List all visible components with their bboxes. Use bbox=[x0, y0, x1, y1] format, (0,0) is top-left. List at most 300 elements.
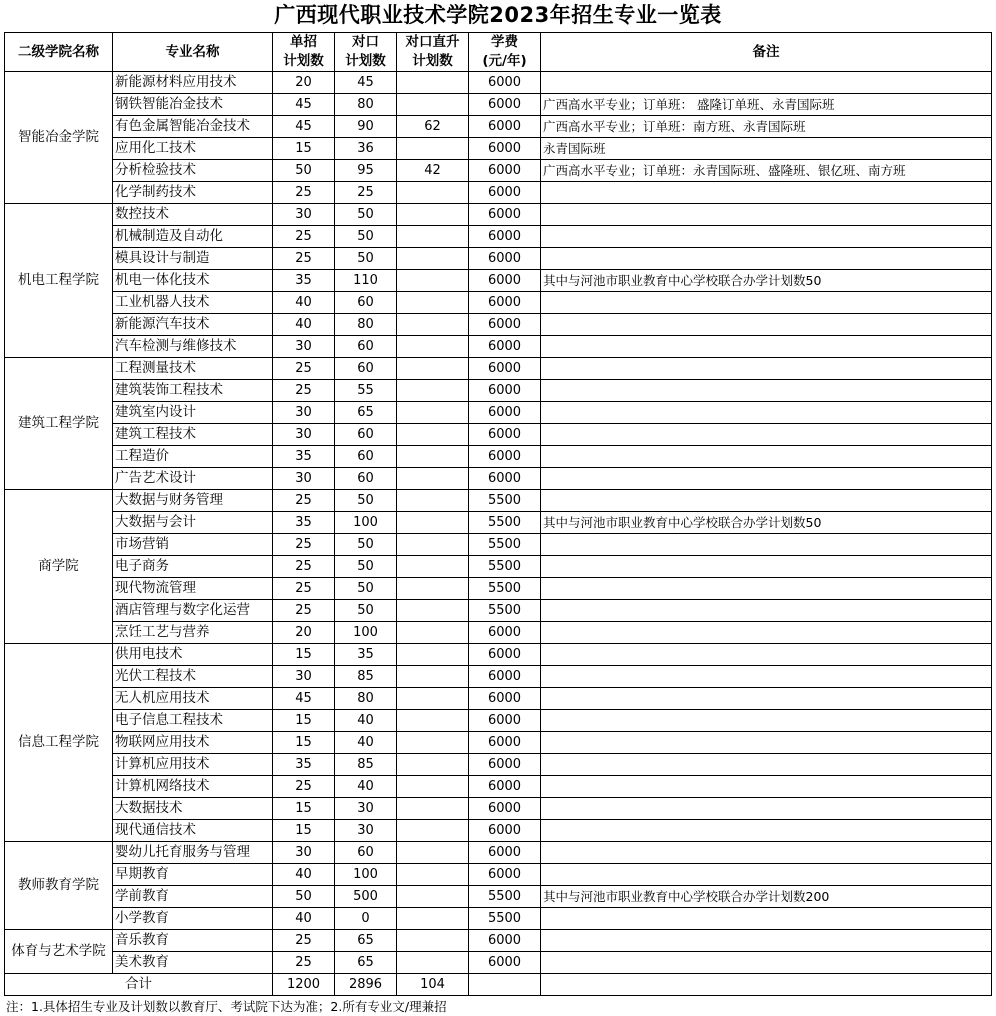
table-row bbox=[5, 182, 992, 204]
column-header-danzhao-line1: 单招 bbox=[290, 34, 317, 51]
tuition-fee-cell: 6000 bbox=[469, 446, 541, 468]
table-footnote: 注：1.具体招生专业及计划数以教育厅、考试院下达为准；2.所有专业文/理兼招 bbox=[6, 999, 447, 1015]
column-header-duikou-line1: 对口 bbox=[352, 34, 379, 51]
duikou-plan-cell: 100 bbox=[335, 512, 397, 534]
tuition-fee-cell: 6000 bbox=[469, 226, 541, 248]
remark-cell bbox=[541, 908, 992, 930]
duikou-plan-cell: 110 bbox=[335, 270, 397, 292]
table-row bbox=[5, 314, 992, 336]
remark-cell bbox=[541, 776, 992, 798]
duikou-zhisheng-plan-cell: 62 bbox=[397, 116, 469, 138]
tuition-fee-cell: 6000 bbox=[469, 952, 541, 974]
tuition-fee-cell: 6000 bbox=[469, 402, 541, 424]
danzhao-plan-cell: 45 bbox=[273, 688, 335, 710]
tuition-fee-cell: 6000 bbox=[469, 292, 541, 314]
column-header-fee-line2: (元/年) bbox=[482, 53, 527, 70]
duikou-plan-cell: 30 bbox=[335, 798, 397, 820]
remark-cell bbox=[541, 292, 992, 314]
major-name-cell: 光伏工程技术 bbox=[113, 666, 273, 688]
column-header-duikou-line2: 计划数 bbox=[345, 53, 386, 70]
tuition-fee-cell: 6000 bbox=[469, 380, 541, 402]
column-header-duikou-zhisheng-line2: 计划数 bbox=[412, 53, 453, 70]
table-row bbox=[5, 776, 992, 798]
table-row bbox=[5, 72, 992, 94]
danzhao-plan-cell: 40 bbox=[273, 864, 335, 886]
table-row bbox=[5, 710, 992, 732]
danzhao-plan-cell: 30 bbox=[273, 424, 335, 446]
tuition-fee-cell: 5500 bbox=[469, 490, 541, 512]
duikou-plan-cell: 85 bbox=[335, 666, 397, 688]
tuition-fee-cell: 6000 bbox=[469, 842, 541, 864]
table-row bbox=[5, 798, 992, 820]
major-name-cell: 分析检验技术 bbox=[113, 160, 273, 182]
duikou-plan-cell: 100 bbox=[335, 622, 397, 644]
duikou-zhisheng-plan-cell bbox=[397, 644, 469, 666]
duikou-zhisheng-plan-cell bbox=[397, 666, 469, 688]
table-row bbox=[5, 94, 992, 116]
danzhao-plan-cell: 15 bbox=[273, 820, 335, 842]
table-row bbox=[5, 336, 992, 358]
tuition-fee-cell: 6000 bbox=[469, 138, 541, 160]
duikou-zhisheng-plan-cell bbox=[397, 72, 469, 94]
table-row bbox=[5, 864, 992, 886]
tuition-fee-cell: 5500 bbox=[469, 886, 541, 908]
remark-cell bbox=[541, 754, 992, 776]
duikou-plan-cell: 60 bbox=[335, 292, 397, 314]
major-name-cell: 小学教育 bbox=[113, 908, 273, 930]
table-row bbox=[5, 380, 992, 402]
duikou-plan-cell: 0 bbox=[335, 908, 397, 930]
remark-cell bbox=[541, 534, 992, 556]
remark-cell bbox=[541, 248, 992, 270]
remark-cell: 永青国际班 bbox=[541, 138, 992, 160]
danzhao-plan-cell: 25 bbox=[273, 952, 335, 974]
duikou-plan-cell: 60 bbox=[335, 358, 397, 380]
table-row bbox=[5, 468, 992, 490]
duikou-zhisheng-plan-cell bbox=[397, 204, 469, 226]
tuition-fee-cell: 6000 bbox=[469, 94, 541, 116]
duikou-zhisheng-plan-cell bbox=[397, 732, 469, 754]
table-row bbox=[5, 754, 992, 776]
duikou-zhisheng-plan-cell bbox=[397, 754, 469, 776]
duikou-plan-cell: 65 bbox=[335, 402, 397, 424]
major-name-cell: 机电一体化技术 bbox=[113, 270, 273, 292]
table-row bbox=[5, 204, 992, 226]
remark-cell bbox=[541, 952, 992, 974]
table-row bbox=[5, 226, 992, 248]
tuition-fee-cell: 6000 bbox=[469, 160, 541, 182]
remark-cell bbox=[541, 842, 992, 864]
remark-cell bbox=[541, 864, 992, 886]
table-row bbox=[5, 886, 992, 908]
total-danzhao-cell: 1200 bbox=[273, 974, 335, 996]
major-name-cell: 化学制药技术 bbox=[113, 182, 273, 204]
duikou-plan-cell: 36 bbox=[335, 138, 397, 160]
remark-cell bbox=[541, 226, 992, 248]
duikou-zhisheng-plan-cell bbox=[397, 512, 469, 534]
danzhao-plan-cell: 30 bbox=[273, 666, 335, 688]
duikou-zhisheng-plan-cell bbox=[397, 908, 469, 930]
total-fee-cell bbox=[469, 974, 541, 996]
major-name-cell: 计算机应用技术 bbox=[113, 754, 273, 776]
column-header-major: 专业名称 bbox=[113, 33, 273, 72]
tuition-fee-cell: 6000 bbox=[469, 270, 541, 292]
duikou-plan-cell: 60 bbox=[335, 468, 397, 490]
tuition-fee-cell: 5500 bbox=[469, 512, 541, 534]
danzhao-plan-cell: 25 bbox=[273, 248, 335, 270]
danzhao-plan-cell: 15 bbox=[273, 732, 335, 754]
duikou-zhisheng-plan-cell bbox=[397, 600, 469, 622]
remark-cell: 广西高水平专业；订单班： 盛隆订单班、永青国际班 bbox=[541, 94, 992, 116]
major-name-cell: 广告艺术设计 bbox=[113, 468, 273, 490]
danzhao-plan-cell: 15 bbox=[273, 644, 335, 666]
table-row bbox=[5, 666, 992, 688]
table-row bbox=[5, 842, 992, 864]
danzhao-plan-cell: 15 bbox=[273, 138, 335, 160]
tuition-fee-cell: 5500 bbox=[469, 534, 541, 556]
duikou-zhisheng-plan-cell bbox=[397, 490, 469, 512]
major-name-cell: 机械制造及自动化 bbox=[113, 226, 273, 248]
duikou-zhisheng-plan-cell bbox=[397, 622, 469, 644]
duikou-zhisheng-plan-cell bbox=[397, 138, 469, 160]
remark-cell bbox=[541, 358, 992, 380]
remark-cell bbox=[541, 622, 992, 644]
major-name-cell: 无人机应用技术 bbox=[113, 688, 273, 710]
danzhao-plan-cell: 30 bbox=[273, 402, 335, 424]
tuition-fee-cell: 6000 bbox=[469, 182, 541, 204]
table-row bbox=[5, 160, 992, 182]
college-name-cell: 教师教育学院 bbox=[5, 842, 113, 930]
duikou-plan-cell: 85 bbox=[335, 754, 397, 776]
duikou-zhisheng-plan-cell bbox=[397, 886, 469, 908]
major-name-cell: 现代物流管理 bbox=[113, 578, 273, 600]
table-row bbox=[5, 930, 992, 952]
tuition-fee-cell: 6000 bbox=[469, 864, 541, 886]
remark-cell bbox=[541, 380, 992, 402]
duikou-plan-cell: 50 bbox=[335, 534, 397, 556]
danzhao-plan-cell: 25 bbox=[273, 578, 335, 600]
major-name-cell: 计算机网络技术 bbox=[113, 776, 273, 798]
duikou-plan-cell: 100 bbox=[335, 864, 397, 886]
duikou-zhisheng-plan-cell bbox=[397, 952, 469, 974]
duikou-zhisheng-plan-cell bbox=[397, 864, 469, 886]
major-name-cell: 建筑室内设计 bbox=[113, 402, 273, 424]
duikou-zhisheng-plan-cell bbox=[397, 688, 469, 710]
remark-cell bbox=[541, 182, 992, 204]
remark-cell bbox=[541, 424, 992, 446]
danzhao-plan-cell: 25 bbox=[273, 490, 335, 512]
major-name-cell: 学前教育 bbox=[113, 886, 273, 908]
major-name-cell: 供用电技术 bbox=[113, 644, 273, 666]
college-name-cell: 机电工程学院 bbox=[5, 204, 113, 358]
danzhao-plan-cell: 15 bbox=[273, 798, 335, 820]
remark-cell bbox=[541, 578, 992, 600]
major-name-cell: 钢铁智能冶金技术 bbox=[113, 94, 273, 116]
tuition-fee-cell: 6000 bbox=[469, 314, 541, 336]
remark-cell bbox=[541, 600, 992, 622]
tuition-fee-cell: 6000 bbox=[469, 468, 541, 490]
total-duikou-cell: 2896 bbox=[335, 974, 397, 996]
remark-cell bbox=[541, 930, 992, 952]
major-name-cell: 早期教育 bbox=[113, 864, 273, 886]
duikou-plan-cell: 30 bbox=[335, 820, 397, 842]
danzhao-plan-cell: 15 bbox=[273, 710, 335, 732]
college-name-cell: 信息工程学院 bbox=[5, 644, 113, 842]
remark-cell bbox=[541, 402, 992, 424]
major-name-cell: 婴幼儿托育服务与管理 bbox=[113, 842, 273, 864]
danzhao-plan-cell: 30 bbox=[273, 204, 335, 226]
remark-cell: 其中与河池市职业教育中心学校联合办学计划数200 bbox=[541, 886, 992, 908]
major-name-cell: 物联网应用技术 bbox=[113, 732, 273, 754]
tuition-fee-cell: 6000 bbox=[469, 424, 541, 446]
major-name-cell: 市场营销 bbox=[113, 534, 273, 556]
duikou-zhisheng-plan-cell bbox=[397, 336, 469, 358]
major-name-cell: 建筑工程技术 bbox=[113, 424, 273, 446]
remark-cell bbox=[541, 204, 992, 226]
tuition-fee-cell: 6000 bbox=[469, 732, 541, 754]
column-header-college: 二级学院名称 bbox=[5, 33, 113, 72]
remark-cell bbox=[541, 688, 992, 710]
major-name-cell: 音乐教育 bbox=[113, 930, 273, 952]
duikou-plan-cell: 500 bbox=[335, 886, 397, 908]
duikou-zhisheng-plan-cell bbox=[397, 798, 469, 820]
table-row bbox=[5, 556, 992, 578]
table-body bbox=[5, 72, 992, 996]
major-name-cell: 大数据与财务管理 bbox=[113, 490, 273, 512]
danzhao-plan-cell: 35 bbox=[273, 270, 335, 292]
column-header-danzhao-line2: 计划数 bbox=[283, 53, 324, 70]
duikou-zhisheng-plan-cell bbox=[397, 402, 469, 424]
duikou-plan-cell: 65 bbox=[335, 930, 397, 952]
remark-cell bbox=[541, 468, 992, 490]
tuition-fee-cell: 6000 bbox=[469, 622, 541, 644]
remark-cell bbox=[541, 798, 992, 820]
column-header-duikou-zhisheng-line1: 对口直升 bbox=[405, 34, 460, 51]
tuition-fee-cell: 5500 bbox=[469, 556, 541, 578]
tuition-fee-cell: 5500 bbox=[469, 908, 541, 930]
tuition-fee-cell: 6000 bbox=[469, 754, 541, 776]
tuition-fee-cell: 5500 bbox=[469, 600, 541, 622]
major-name-cell: 烹饪工艺与营养 bbox=[113, 622, 273, 644]
danzhao-plan-cell: 40 bbox=[273, 292, 335, 314]
tuition-fee-cell: 5500 bbox=[469, 578, 541, 600]
danzhao-plan-cell: 35 bbox=[273, 754, 335, 776]
remark-cell bbox=[541, 666, 992, 688]
tuition-fee-cell: 6000 bbox=[469, 358, 541, 380]
table-row bbox=[5, 402, 992, 424]
column-header-note: 备注 bbox=[541, 33, 992, 72]
duikou-plan-cell: 40 bbox=[335, 732, 397, 754]
tuition-fee-cell: 6000 bbox=[469, 710, 541, 732]
total-row bbox=[5, 974, 992, 996]
column-header-duikou-zhisheng bbox=[397, 33, 469, 72]
danzhao-plan-cell: 50 bbox=[273, 886, 335, 908]
duikou-zhisheng-plan-cell bbox=[397, 270, 469, 292]
remark-cell bbox=[541, 820, 992, 842]
danzhao-plan-cell: 25 bbox=[273, 556, 335, 578]
duikou-zhisheng-plan-cell bbox=[397, 248, 469, 270]
table-row bbox=[5, 688, 992, 710]
danzhao-plan-cell: 25 bbox=[273, 358, 335, 380]
major-name-cell: 应用化工技术 bbox=[113, 138, 273, 160]
major-name-cell: 现代通信技术 bbox=[113, 820, 273, 842]
duikou-zhisheng-plan-cell bbox=[397, 358, 469, 380]
remark-cell: 广西高水平专业；订单班：永青国际班、盛隆班、银亿班、南方班 bbox=[541, 160, 992, 182]
duikou-plan-cell: 50 bbox=[335, 226, 397, 248]
total-remark-cell bbox=[541, 974, 992, 996]
table-row bbox=[5, 512, 992, 534]
danzhao-plan-cell: 25 bbox=[273, 182, 335, 204]
duikou-zhisheng-plan-cell bbox=[397, 842, 469, 864]
table-row bbox=[5, 534, 992, 556]
tuition-fee-cell: 6000 bbox=[469, 688, 541, 710]
remark-cell bbox=[541, 490, 992, 512]
danzhao-plan-cell: 40 bbox=[273, 908, 335, 930]
danzhao-plan-cell: 30 bbox=[273, 336, 335, 358]
major-name-cell: 工程造价 bbox=[113, 446, 273, 468]
remark-cell bbox=[541, 314, 992, 336]
duikou-plan-cell: 55 bbox=[335, 380, 397, 402]
duikou-plan-cell: 95 bbox=[335, 160, 397, 182]
remark-cell: 其中与河池市职业教育中心学校联合办学计划数50 bbox=[541, 270, 992, 292]
tuition-fee-cell: 6000 bbox=[469, 666, 541, 688]
danzhao-plan-cell: 45 bbox=[273, 116, 335, 138]
duikou-plan-cell: 40 bbox=[335, 710, 397, 732]
college-name-cell: 体育与艺术学院 bbox=[5, 930, 113, 974]
duikou-plan-cell: 50 bbox=[335, 578, 397, 600]
duikou-zhisheng-plan-cell bbox=[397, 182, 469, 204]
column-header-danzhao bbox=[273, 33, 335, 72]
remark-cell bbox=[541, 446, 992, 468]
table-row bbox=[5, 292, 992, 314]
duikou-plan-cell: 50 bbox=[335, 600, 397, 622]
duikou-plan-cell: 50 bbox=[335, 204, 397, 226]
duikou-plan-cell: 35 bbox=[335, 644, 397, 666]
table-row bbox=[5, 490, 992, 512]
danzhao-plan-cell: 35 bbox=[273, 512, 335, 534]
major-name-cell: 电子商务 bbox=[113, 556, 273, 578]
tuition-fee-cell: 6000 bbox=[469, 776, 541, 798]
table-row bbox=[5, 622, 992, 644]
tuition-fee-cell: 6000 bbox=[469, 116, 541, 138]
tuition-fee-cell: 6000 bbox=[469, 930, 541, 952]
danzhao-plan-cell: 25 bbox=[273, 600, 335, 622]
danzhao-plan-cell: 50 bbox=[273, 160, 335, 182]
major-name-cell: 有色金属智能冶金技术 bbox=[113, 116, 273, 138]
table-row bbox=[5, 138, 992, 160]
table-row bbox=[5, 424, 992, 446]
duikou-zhisheng-plan-cell bbox=[397, 776, 469, 798]
tuition-fee-cell: 6000 bbox=[469, 248, 541, 270]
table-row bbox=[5, 600, 992, 622]
major-name-cell: 建筑装饰工程技术 bbox=[113, 380, 273, 402]
major-name-cell: 工业机器人技术 bbox=[113, 292, 273, 314]
table-row bbox=[5, 908, 992, 930]
table-row bbox=[5, 248, 992, 270]
duikou-plan-cell: 80 bbox=[335, 314, 397, 336]
danzhao-plan-cell: 25 bbox=[273, 226, 335, 248]
college-name-cell: 商学院 bbox=[5, 490, 113, 644]
table-row bbox=[5, 952, 992, 974]
major-name-cell: 大数据技术 bbox=[113, 798, 273, 820]
column-header-fee bbox=[469, 33, 541, 72]
duikou-plan-cell: 60 bbox=[335, 446, 397, 468]
danzhao-plan-cell: 25 bbox=[273, 534, 335, 556]
remark-cell bbox=[541, 644, 992, 666]
table-header bbox=[5, 33, 992, 72]
duikou-zhisheng-plan-cell bbox=[397, 94, 469, 116]
table-row bbox=[5, 116, 992, 138]
duikou-plan-cell: 25 bbox=[335, 182, 397, 204]
danzhao-plan-cell: 30 bbox=[273, 468, 335, 490]
major-name-cell: 大数据与会计 bbox=[113, 512, 273, 534]
table-row bbox=[5, 644, 992, 666]
table-row bbox=[5, 358, 992, 380]
major-name-cell: 模具设计与制造 bbox=[113, 248, 273, 270]
remark-cell: 其中与河池市职业教育中心学校联合办学计划数50 bbox=[541, 512, 992, 534]
duikou-zhisheng-plan-cell bbox=[397, 930, 469, 952]
major-name-cell: 酒店管理与数字化运营 bbox=[113, 600, 273, 622]
duikou-zhisheng-plan-cell bbox=[397, 226, 469, 248]
major-name-cell: 汽车检测与维修技术 bbox=[113, 336, 273, 358]
table-row bbox=[5, 578, 992, 600]
duikou-zhisheng-plan-cell bbox=[397, 820, 469, 842]
tuition-fee-cell: 6000 bbox=[469, 798, 541, 820]
duikou-plan-cell: 60 bbox=[335, 336, 397, 358]
header-row bbox=[5, 33, 992, 72]
duikou-plan-cell: 50 bbox=[335, 248, 397, 270]
danzhao-plan-cell: 45 bbox=[273, 94, 335, 116]
duikou-plan-cell: 65 bbox=[335, 952, 397, 974]
duikou-zhisheng-plan-cell bbox=[397, 380, 469, 402]
danzhao-plan-cell: 40 bbox=[273, 314, 335, 336]
table-row bbox=[5, 732, 992, 754]
remark-cell bbox=[541, 732, 992, 754]
duikou-zhisheng-plan-cell bbox=[397, 446, 469, 468]
duikou-zhisheng-plan-cell bbox=[397, 710, 469, 732]
duikou-zhisheng-plan-cell bbox=[397, 292, 469, 314]
college-name-cell: 智能冶金学院 bbox=[5, 72, 113, 204]
danzhao-plan-cell: 25 bbox=[273, 930, 335, 952]
duikou-zhisheng-plan-cell bbox=[397, 556, 469, 578]
duikou-plan-cell: 40 bbox=[335, 776, 397, 798]
tuition-fee-cell: 6000 bbox=[469, 204, 541, 226]
danzhao-plan-cell: 20 bbox=[273, 622, 335, 644]
danzhao-plan-cell: 25 bbox=[273, 380, 335, 402]
duikou-plan-cell: 60 bbox=[335, 842, 397, 864]
table-row bbox=[5, 270, 992, 292]
duikou-plan-cell: 90 bbox=[335, 116, 397, 138]
tuition-fee-cell: 6000 bbox=[469, 336, 541, 358]
danzhao-plan-cell: 25 bbox=[273, 776, 335, 798]
duikou-plan-cell: 50 bbox=[335, 556, 397, 578]
remark-cell bbox=[541, 710, 992, 732]
duikou-plan-cell: 60 bbox=[335, 424, 397, 446]
danzhao-plan-cell: 20 bbox=[273, 72, 335, 94]
danzhao-plan-cell: 35 bbox=[273, 446, 335, 468]
duikou-plan-cell: 45 bbox=[335, 72, 397, 94]
remark-cell: 广西高水平专业；订单班：南方班、永青国际班 bbox=[541, 116, 992, 138]
table-row bbox=[5, 446, 992, 468]
duikou-plan-cell: 80 bbox=[335, 94, 397, 116]
remark-cell bbox=[541, 556, 992, 578]
admission-plan-table bbox=[4, 32, 992, 996]
major-name-cell: 新能源汽车技术 bbox=[113, 314, 273, 336]
major-name-cell: 电子信息工程技术 bbox=[113, 710, 273, 732]
college-name-cell: 建筑工程学院 bbox=[5, 358, 113, 490]
tuition-fee-cell: 6000 bbox=[469, 72, 541, 94]
duikou-zhisheng-plan-cell bbox=[397, 468, 469, 490]
